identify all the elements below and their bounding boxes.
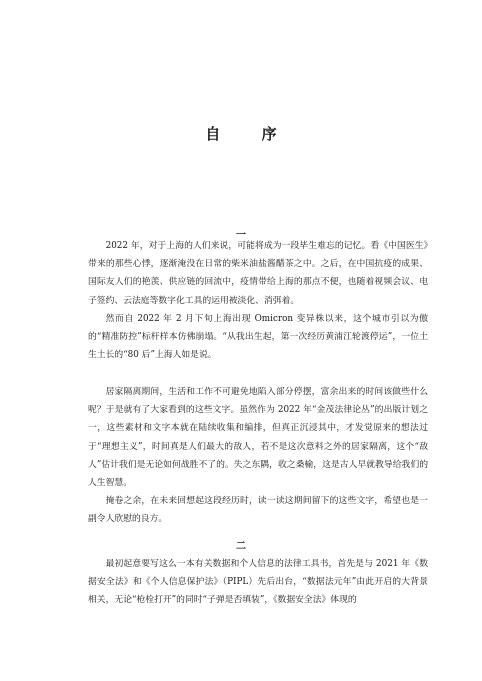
paragraph: 居家隔离期间，生活和工作不可避免地陷入部分停摆，富余出来的时间该做些什么呢？于是就有了大家看到的这些文字。虽然作为 2022 年“金茂法律论丛”的出版计划之一，这些素材和文字本就在陆续收集和编排，但真正沉浸其中，才发觉原来的想法过于“理想主义”，时间真是人们最大的敌人，若不是这次意料之外的居家隔离，这个“敌人”估计我们是无论如何战胜不了的。失之东隅，收之桑榆，这是古人早就教导给我们的人生智慧。 <box>88 387 428 489</box>
paragraph: 2022 年，对于上海的人们来说，可能将成为一段毕生难忘的记忆。看《中国医生》带来的那些心悸，逐渐淹没在日常的柴米油盐酱醋茶之中。之后，在中国抗疫的成果、国际友人们的艳羡、供应链的回流中，疫情带给上海的那点不便，也随着视频会议、电子签约、云法庭等数字化工具的运用被淡化、消弭着。 <box>88 241 428 306</box>
paragraph: 掩卷之余，在未来回想起这段经历时，读一读这期间留下的这些文字，希望也是一副令人欣慰的良方。 <box>88 496 428 525</box>
preface-title: 自 序 <box>205 125 295 143</box>
section-mark-one: 一 <box>236 230 246 241</box>
paragraph: 然而自 2022 年 2 月下旬上海出现 Omicron 变异株以来，这个城市引以为傲的“精准防控”标杆样本仿佛崩塌。“从我出生起，第一次经历黄浦江轮渡停运”，一位土生土长的“80 后”上海人如是说。 <box>88 314 428 361</box>
section-mark-two: 二 <box>236 541 246 552</box>
paragraph: 最初起意要写这么一本有关数据和个人信息的法律工具书，首先是与 2021 年《数据安全法》和《个人信息保护法》（PIPL）先后出台，“数据法元年”由此开启的大背景相关，无论“枪栓打开”的同时“子弹是否填装”，《数据安全法》体现的 <box>88 559 428 606</box>
